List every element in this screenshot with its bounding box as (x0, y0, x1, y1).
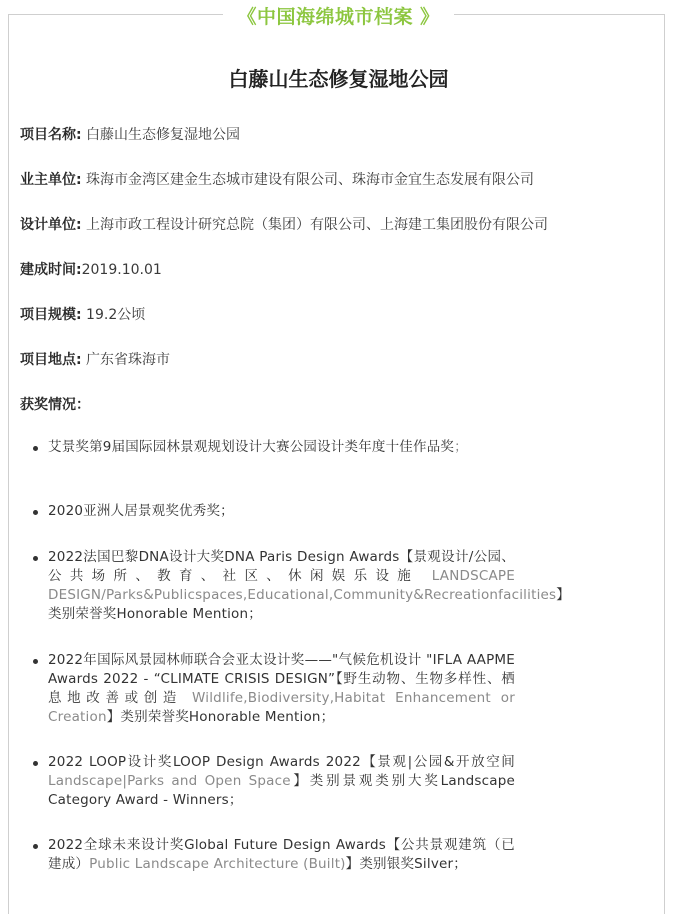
field-label: 建成时间: (20, 262, 82, 278)
award-category: Public Landscape Architecture (Built) (89, 856, 346, 872)
award-text: 2022 LOOP设计奖LOOP Design Awards 2022【景观|公园&开放空间 (48, 754, 515, 770)
bullet-icon (33, 659, 38, 664)
field-value: 上海市政工程设计研究总院（集团）有限公司、上海建工集团股份有限公司 (81, 217, 549, 233)
award-text: 2022年国际风景园林师联合会亚太设计奖——"气候危机设计 "IFLA AAPME Awards 2022 - “CLIMATE CRISIS DESIGN”【野生动物、生物多样性、栖息地改善或创造 (48, 652, 515, 706)
award-item (48, 438, 515, 457)
field-label: 业主单位: (20, 172, 82, 188)
award-item (48, 836, 515, 874)
designer-field (20, 214, 548, 234)
award-text: 艾景奖第9届国际园林景观规划设计大赛公园设计类年度十佳作品奖 (48, 439, 455, 455)
location-field (20, 349, 170, 369)
awards-heading: 获奖情况： (20, 397, 90, 413)
page-title: 白藤山生态修复湿地公园 (228, 67, 449, 91)
bullet-icon (33, 556, 38, 561)
award-result: 】类别银奖Silver； (345, 856, 467, 872)
award-category: LANDSCAPE DESIGN/Parks&Publicspaces,Educational,Community&Recreationfacilities (48, 568, 557, 603)
bullet-icon (33, 510, 38, 515)
award-item (48, 753, 515, 810)
award-text: 2022法国巴黎DNA设计大奖DNA Paris Design Awards【景观设计/公园、公共场所、教育、社区、休闲娱乐设施 (48, 549, 515, 584)
field-label: 项目名称: (20, 127, 82, 143)
award-result: 】类别景观类别大奖Landscape Category Award - Winners； (48, 773, 516, 808)
award-text: 2020亚洲人居景观奖优秀奖； (48, 503, 234, 519)
field-value: 19.2公顷 (81, 307, 146, 323)
award-item (48, 651, 515, 727)
field-value: 白藤山生态修复湿地公园 (81, 127, 241, 143)
award-result: 】类别荣誉奖Honorable Mention； (106, 709, 335, 725)
project-name-field (20, 124, 240, 144)
completion-date-field (20, 259, 162, 279)
bullet-icon (33, 446, 38, 451)
field-value: 2019.10.01 (81, 262, 162, 278)
owner-field (20, 169, 534, 189)
bullet-icon (33, 844, 38, 849)
field-label: 项目地点: (20, 352, 82, 368)
field-label: 项目规模: (20, 307, 82, 323)
field-label: 设计单位: (20, 217, 82, 233)
award-result: 】类别荣誉奖Honorable Mention； (48, 587, 570, 622)
award-category: Landscape|Parks and Open Space (48, 773, 291, 789)
award-item (48, 548, 570, 624)
award-category: Wildlife,Biodiversity,Habitat Enhancement or Creation (48, 690, 515, 725)
bullet-icon (33, 761, 38, 766)
award-text: 2022全球未来设计奖Global Future Design Awards【公共景观建筑（已建成） (48, 837, 515, 872)
column-header-label: 《中国海绵城市档案 》 (223, 6, 453, 28)
award-item (48, 502, 515, 521)
field-value: 珠海市金湾区建金生态城市建设有限公司、珠海市金宜生态发展有限公司 (81, 172, 535, 188)
project-scale-field (20, 304, 145, 324)
column-header (0, 2, 677, 29)
award-category: ； (454, 439, 468, 455)
field-value: 广东省珠海市 (81, 352, 171, 368)
